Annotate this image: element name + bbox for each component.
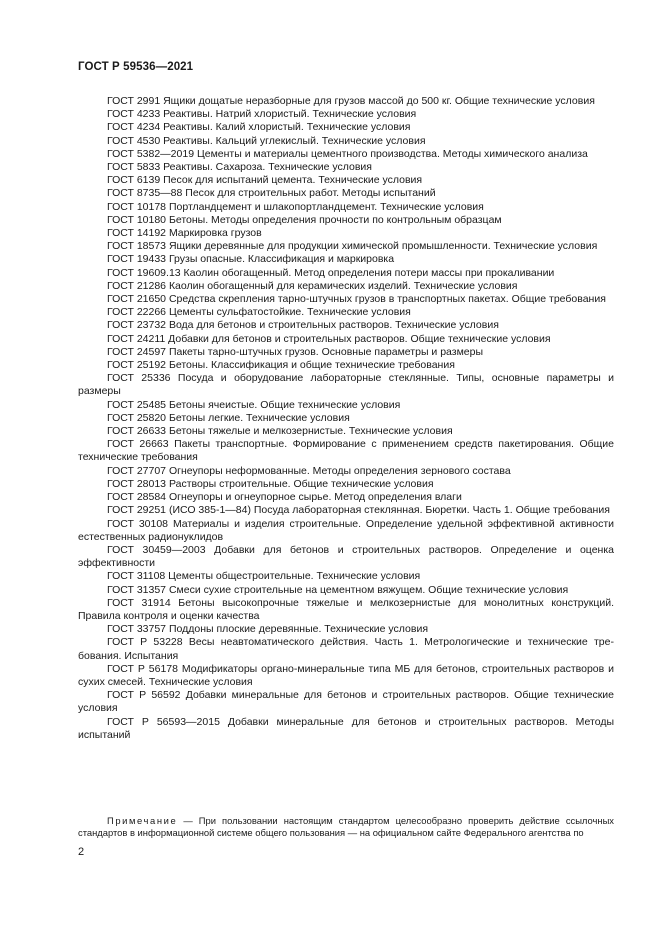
reference-item: ГОСТ 19433 Грузы опасные. Классификация и маркировка (107, 253, 395, 266)
reference-item: ГОСТ 31914 Бетоны высокопрочные тяжелые и мелкозернистые для монолитных конструкций. Правила контроля и оценки качества (78, 596, 614, 622)
reference-item: ГОСТ 25485 Бетоны ячеистые. Общие технические условия (107, 398, 401, 411)
reference-item: ГОСТ Р 56592 Добавки минеральные для бетонов и строительных растворов. Общие технические условия (78, 689, 614, 715)
reference-item: ГОСТ 10178 Портландцемент и шлакопортландцемент. Технические условия (107, 200, 484, 213)
reference-item: ГОСТ 5833 Реактивы. Сахароза. Технические условия (107, 161, 372, 174)
note-label: Примечание (107, 815, 178, 826)
reference-item: ГОСТ 4530 Реактивы. Кальций углекислый. Технические условия (107, 134, 426, 147)
page-number: 2 (78, 846, 85, 858)
reference-item: ГОСТ 28013 Растворы строительные. Общие технические условия (107, 477, 434, 490)
note-paragraph (78, 815, 614, 840)
reference-item: ГОСТ 26663 Пакеты транспортные. Формирование с применением средств пакетирования. Общие технические требования (78, 438, 614, 464)
reference-item: ГОСТ 6139 Песок для испытаний цемента. Технические условия (107, 174, 423, 187)
reference-item: ГОСТ 10180 Бетоны. Методы определения прочности по контрольным образцам (107, 213, 502, 226)
reference-item: ГОСТ 29251 (ИСО 385-1—84) Посуда лабораторная стеклянная. Бюретки. Часть 1. Общие требования (107, 504, 610, 517)
reference-item: ГОСТ 28584 Огнеупоры и огнеупорное сырье. Метод определения влаги (107, 491, 462, 504)
reference-item: ГОСТ 22266 Цементы сульфатостойкие. Технические условия (107, 306, 411, 319)
reference-item: ГОСТ 24597 Пакеты тарно-штучных грузов. Основные параметры и размеры (107, 345, 484, 358)
reference-item: ГОСТ Р 56178 Модификаторы органо-минеральные типа МБ для бетонов, строительных растворов и сухих смесей. Технические условия (78, 662, 614, 688)
reference-item: ГОСТ 31108 Цементы общестроительные. Технические условия (107, 570, 421, 583)
reference-item: ГОСТ 4233 Реактивы. Натрий хлористый. Технические условия (107, 108, 417, 121)
reference-item: ГОСТ 25336 Посуда и оборудование лабораторные стеклянные. Типы, основные параметры и размеры (78, 372, 614, 398)
reference-item: ГОСТ 30459—2003 Добавки для бетонов и строительных растворов. Определение и оценка эффективности (78, 543, 614, 570)
reference-item: ГОСТ 2991 Ящики дощатые неразборные для грузов массой до 500 кг. Общие технические условия (107, 95, 595, 107)
reference-item: ГОСТ 27707 Огнеупоры неформованные. Методы определения зернового состава (107, 464, 511, 477)
reference-item: ГОСТ 25820 Бетоны легкие. Технические условия (107, 411, 350, 424)
reference-item: ГОСТ 30108 Материалы и изделия строительные. Определение удельной эффективной активности естественных радионуклидов (78, 517, 614, 543)
reference-item: ГОСТ 26633 Бетоны тяжелые и мелкозернистые. Технические условия (107, 425, 453, 438)
reference-item: ГОСТ 23732 Вода для бетонов и строительных растворов. Технические условия (107, 319, 499, 332)
reference-item: ГОСТ 4234 Реактивы. Калий хлористый. Технические условия (107, 121, 411, 134)
reference-item: ГОСТ Р 56593—2015 Добавки минеральные для бетонов и строительных растворов. Методы испытаний (78, 715, 614, 741)
reference-item: ГОСТ 18573 Ящики деревянные для продукции химической промышленности. Технические условия (107, 240, 598, 253)
reference-item: ГОСТ 24211 Добавки для бетонов и строительных растворов. Общие технические условия (107, 332, 551, 345)
reference-item: ГОСТ 33757 Поддоны плоские деревянные. Технические условия (107, 623, 429, 636)
references-list (78, 95, 614, 742)
reference-item: ГОСТ 8735—88 Песок для строительных работ. Методы испытаний (107, 187, 436, 200)
note-text: — При пользовании настоящим стандартом целесообразно проверить действие ссылочных стандартов в информационной системе общего пользования — на официальном сайте Федерального агентства по (78, 815, 614, 839)
reference-item: ГОСТ 14192 Маркировка грузов (107, 227, 262, 240)
reference-item: ГОСТ 25192 Бетоны. Классификация и общие технические требования (107, 359, 455, 372)
reference-item: ГОСТ 19609.13 Каолин обогащенный. Метод определения потери массы при прокаливании (107, 266, 555, 279)
document-header: ГОСТ Р 59536—2021 (78, 61, 194, 73)
reference-item: ГОСТ Р 53228 Весы неавтоматического действия. Часть 1. Метрологические и технические требования. Испытания (78, 636, 614, 662)
reference-item: ГОСТ 5382—2019 Цементы и материалы цементного производства. Методы химического анализа (107, 147, 588, 160)
reference-item: ГОСТ 31357 Смеси сухие строительные на цементном вяжущем. Общие технические условия (107, 583, 569, 596)
reference-item: ГОСТ 21650 Средства скрепления тарно-штучных грузов в транспортных пакетах. Общие требования (107, 293, 606, 306)
reference-item: ГОСТ 21286 Каолин обогащенный для керамических изделий. Технические условия (107, 279, 518, 292)
